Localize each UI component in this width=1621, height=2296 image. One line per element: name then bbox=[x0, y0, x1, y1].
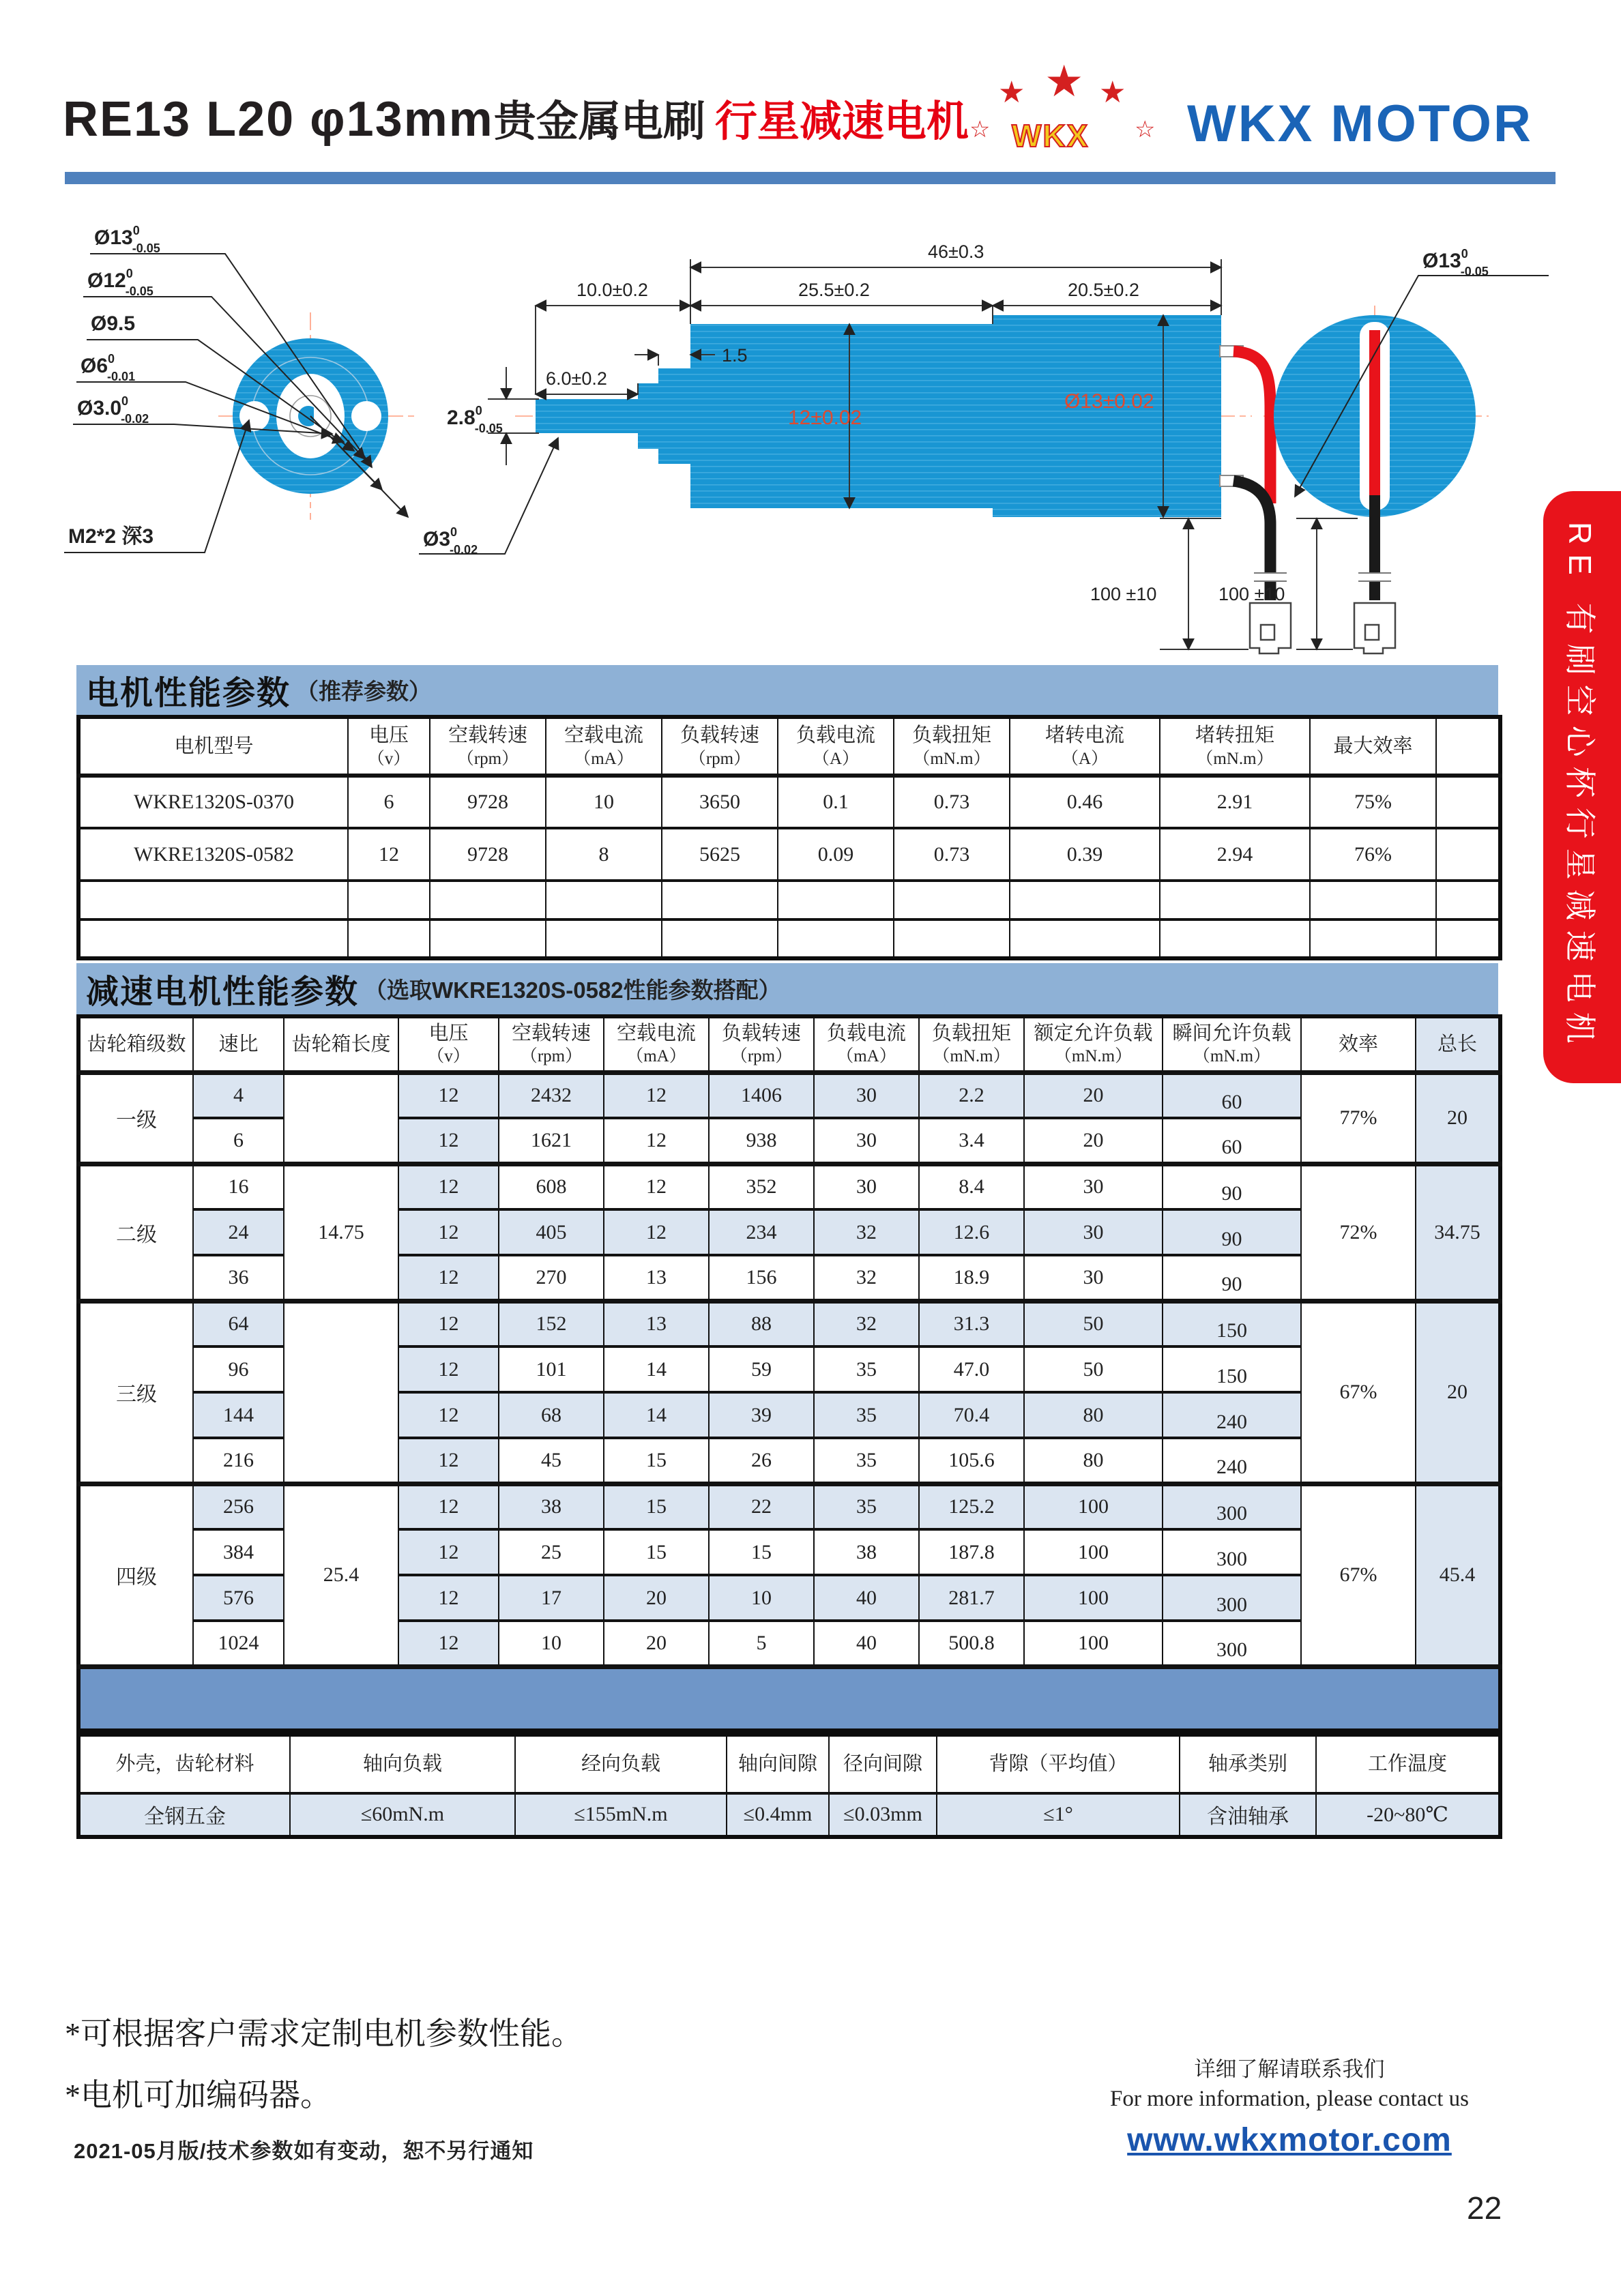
spec-tables bbox=[76, 665, 1498, 1839]
cell: 0.73 bbox=[894, 776, 1010, 828]
cell: 15 bbox=[709, 1529, 814, 1575]
dim-label: M2*2 深3 bbox=[68, 525, 154, 548]
cell: 全钢五金 bbox=[78, 1793, 290, 1837]
col-header: 空载转速 （rpm） bbox=[430, 717, 546, 776]
cell-ratio: 4 bbox=[193, 1072, 284, 1118]
cell: 32 bbox=[814, 1255, 919, 1301]
cell: 25 bbox=[499, 1529, 604, 1575]
dim-label: $Ø13^0$ -0.05 bbox=[94, 224, 160, 255]
cell: 234 bbox=[709, 1209, 814, 1255]
dim-shaft-length: 10.0±0.2 bbox=[576, 280, 648, 300]
cell: 10 bbox=[546, 776, 662, 828]
col-header: 总长 bbox=[1416, 1016, 1500, 1072]
cell: 68 bbox=[499, 1392, 604, 1438]
star-icon: ☆ bbox=[1135, 117, 1156, 143]
dim-label: $Ø6^0$ -0.01 bbox=[81, 352, 136, 383]
cell: 47.0 bbox=[919, 1346, 1024, 1392]
cell: 100 bbox=[1024, 1484, 1163, 1529]
cell: 6 bbox=[348, 776, 430, 828]
cell-gearbox-length bbox=[284, 1301, 398, 1484]
table-divider-band bbox=[78, 1666, 1500, 1731]
col-header: 空载转速 （rpm） bbox=[499, 1016, 604, 1072]
cell: 12 bbox=[398, 1164, 499, 1209]
cell: ≤1° bbox=[937, 1793, 1180, 1837]
table2-title: 减速电机性能参数 bbox=[86, 974, 360, 1010]
star-icon: ★ bbox=[1099, 76, 1126, 109]
cell: 0.09 bbox=[778, 828, 894, 881]
col-header: 经向负载 bbox=[515, 1735, 727, 1793]
cell-stage: 二级 bbox=[78, 1164, 193, 1301]
cell: 含油轴承 bbox=[1180, 1793, 1316, 1837]
cell: 3650 bbox=[662, 776, 778, 828]
col-header: 电压 （v） bbox=[348, 717, 430, 776]
cell: 12 bbox=[398, 1529, 499, 1575]
cell: 35 bbox=[814, 1484, 919, 1529]
cell: 40 bbox=[814, 1621, 919, 1666]
cell-stage: 三级 bbox=[78, 1301, 193, 1484]
cell: 2432 bbox=[499, 1072, 604, 1118]
cell: 12 bbox=[398, 1301, 499, 1346]
cell-empty bbox=[1436, 776, 1500, 828]
dim-motor-dia: Ø13±0.02 bbox=[1064, 390, 1154, 413]
cell: 70.4 bbox=[919, 1392, 1024, 1438]
cell: 5625 bbox=[662, 828, 778, 881]
cell: 8 bbox=[546, 828, 662, 881]
col-header: 背隙（平均值） bbox=[937, 1735, 1180, 1793]
cell-stage: 一级 bbox=[78, 1072, 193, 1164]
cell: 26 bbox=[709, 1438, 814, 1484]
cell: 40 bbox=[814, 1575, 919, 1621]
cell: 20 bbox=[604, 1575, 709, 1621]
cell: 300 bbox=[1163, 1575, 1301, 1621]
cell: 30 bbox=[1024, 1209, 1163, 1255]
dim-front-step: 1.5 bbox=[722, 345, 748, 366]
table-header-row bbox=[78, 1016, 1500, 1072]
contact-block bbox=[1064, 2052, 1515, 2159]
dim-label: $Ø3.0^0$ -0.02 bbox=[77, 394, 149, 426]
cell-total-length: 20 bbox=[1416, 1301, 1500, 1484]
black-wire bbox=[1233, 481, 1270, 600]
contact-en: For more information, please contact us bbox=[1109, 2087, 1470, 2111]
cell: 100 bbox=[1024, 1621, 1163, 1666]
col-header: 负载扭矩 （mN.m） bbox=[894, 717, 1010, 776]
col-header: 负载电流 （mA） bbox=[814, 1016, 919, 1072]
cell: 20 bbox=[604, 1621, 709, 1666]
cell: 20 bbox=[1024, 1072, 1163, 1118]
col-header: 电机型号 bbox=[78, 717, 348, 776]
cell: 240 bbox=[1163, 1392, 1301, 1438]
cell-ratio: 64 bbox=[193, 1301, 284, 1346]
cell: 2.2 bbox=[919, 1072, 1024, 1118]
col-header: 轴承类别 bbox=[1180, 1735, 1316, 1793]
logo-text: WKX bbox=[1012, 118, 1090, 153]
table-row bbox=[78, 1301, 1500, 1346]
title-red: 行星减速电机 bbox=[714, 98, 969, 145]
cell: 50 bbox=[1024, 1346, 1163, 1392]
cell: 38 bbox=[814, 1529, 919, 1575]
cell: 30 bbox=[1024, 1255, 1163, 1301]
page-title bbox=[63, 87, 969, 148]
star-icon: ☆ bbox=[969, 117, 991, 143]
note-custom-params: *可根据客户需求定制电机参数性能。 bbox=[65, 2016, 583, 2051]
cell: 12 bbox=[398, 1392, 499, 1438]
cell: 39 bbox=[709, 1392, 814, 1438]
cell: 9728 bbox=[430, 776, 546, 828]
wkx-logo bbox=[965, 57, 1170, 176]
star-icon: ★ bbox=[1045, 57, 1084, 106]
dim-step-dia: $2.8^0$ -0.05 bbox=[447, 404, 503, 435]
col-header: 速比 bbox=[193, 1016, 284, 1072]
cell: 1621 bbox=[499, 1118, 604, 1164]
cell-ratio: 144 bbox=[193, 1392, 284, 1438]
cell-ratio: 16 bbox=[193, 1164, 284, 1209]
cell-model: WKRE1320S-0370 bbox=[78, 776, 348, 828]
header-rule bbox=[65, 172, 1556, 184]
dim-rear-dia: $Ø13^0$ -0.05 bbox=[1422, 247, 1489, 278]
cell: ≤60mN.m bbox=[290, 1793, 515, 1837]
cell-stage: 四级 bbox=[78, 1484, 193, 1666]
cell: 156 bbox=[709, 1255, 814, 1301]
connector-plug bbox=[1354, 603, 1395, 653]
cell: 76% bbox=[1310, 828, 1436, 881]
col-header: 最大效率 bbox=[1310, 717, 1436, 776]
cell: 12 bbox=[604, 1072, 709, 1118]
cell: 0.46 bbox=[1010, 776, 1160, 828]
cell: 2.94 bbox=[1160, 828, 1310, 881]
cell-ratio: 1024 bbox=[193, 1621, 284, 1666]
cell: 12 bbox=[604, 1118, 709, 1164]
cell: 12 bbox=[398, 1072, 499, 1118]
table1-title: 电机性能参数 bbox=[86, 675, 291, 711]
model-title: RE13 L20 φ13mm bbox=[63, 92, 494, 147]
cell: 12 bbox=[398, 1255, 499, 1301]
cell: 90 bbox=[1163, 1164, 1301, 1209]
cell: 12 bbox=[604, 1164, 709, 1209]
cell-gearbox-length: 25.4 bbox=[284, 1484, 398, 1666]
cell: ≤155mN.m bbox=[515, 1793, 727, 1837]
cell: 90 bbox=[1163, 1209, 1301, 1255]
cell: 15 bbox=[604, 1529, 709, 1575]
contact-cn: 详细了解请联系我们 bbox=[1194, 2057, 1385, 2081]
cell: 125.2 bbox=[919, 1484, 1024, 1529]
col-header: 效率 bbox=[1301, 1016, 1416, 1072]
cell: 13 bbox=[604, 1301, 709, 1346]
table1-subtitle: （推荐参数） bbox=[296, 679, 432, 704]
cell: 152 bbox=[499, 1301, 604, 1346]
cell: 105.6 bbox=[919, 1438, 1024, 1484]
cell: 8.4 bbox=[919, 1164, 1024, 1209]
motor-performance-table bbox=[76, 715, 1502, 960]
cell: 12 bbox=[398, 1438, 499, 1484]
cell-ratio: 576 bbox=[193, 1575, 284, 1621]
dim-motor-length: 20.5±0.2 bbox=[1068, 280, 1139, 300]
col-header: 电压 （v） bbox=[398, 1016, 499, 1072]
cell: 32 bbox=[814, 1301, 919, 1346]
col-header: 外壳，齿轮材料 bbox=[78, 1735, 290, 1793]
table-header-row bbox=[78, 1735, 1500, 1793]
col-header-empty bbox=[1436, 717, 1500, 776]
technical-drawing bbox=[0, 191, 1621, 668]
cell: 60 bbox=[1163, 1118, 1301, 1164]
cell-gearbox-length bbox=[284, 1072, 398, 1164]
cell: 12 bbox=[398, 1118, 499, 1164]
cell: 13 bbox=[604, 1255, 709, 1301]
table-row bbox=[78, 776, 1500, 828]
cell-model: WKRE1320S-0582 bbox=[78, 828, 348, 881]
cell: 80 bbox=[1024, 1392, 1163, 1438]
cell: 608 bbox=[499, 1164, 604, 1209]
table-row bbox=[78, 1072, 1500, 1118]
cell: 14 bbox=[604, 1392, 709, 1438]
cell: ≤0.03mm bbox=[829, 1793, 937, 1837]
cell: 150 bbox=[1163, 1346, 1301, 1392]
cell: 5 bbox=[709, 1621, 814, 1666]
cell: 500.8 bbox=[919, 1621, 1024, 1666]
dim-wire-length-2: 100 ±10 bbox=[1218, 584, 1285, 604]
page-number: 22 bbox=[1467, 2190, 1502, 2226]
table-row bbox=[78, 1793, 1500, 1837]
cell: 12 bbox=[348, 828, 430, 881]
cell: 88 bbox=[709, 1301, 814, 1346]
cell: 10 bbox=[709, 1575, 814, 1621]
note-encoder: *电机可加编码器。 bbox=[65, 2078, 332, 2113]
cell: -20~80℃ bbox=[1316, 1793, 1500, 1837]
empty-row bbox=[78, 919, 1500, 958]
cell: 281.7 bbox=[919, 1575, 1024, 1621]
cell: 100 bbox=[1024, 1575, 1163, 1621]
empty-row bbox=[78, 881, 1500, 919]
cell-efficiency: 77% bbox=[1301, 1072, 1416, 1164]
cell-total-length: 34.75 bbox=[1416, 1164, 1500, 1301]
col-header: 堵转扭矩 （mN.m） bbox=[1160, 717, 1310, 776]
dim-overall: 46±0.3 bbox=[928, 241, 984, 262]
col-header: 空载电流 （mA） bbox=[604, 1016, 709, 1072]
cell: 300 bbox=[1163, 1529, 1301, 1575]
table1-title-band bbox=[76, 665, 1498, 715]
cell: 240 bbox=[1163, 1438, 1301, 1484]
cell-ratio: 384 bbox=[193, 1529, 284, 1575]
cell: 10 bbox=[499, 1621, 604, 1666]
cell: 31.3 bbox=[919, 1301, 1024, 1346]
cell: 35 bbox=[814, 1392, 919, 1438]
col-header: 轴向负载 bbox=[290, 1735, 515, 1793]
cell: 45 bbox=[499, 1438, 604, 1484]
col-header: 齿轮箱级数 bbox=[78, 1016, 193, 1072]
cell: 35 bbox=[814, 1438, 919, 1484]
dim-shaft-front: 6.0±0.2 bbox=[546, 368, 607, 389]
cell: 30 bbox=[814, 1164, 919, 1209]
dim-gearbox-length: 25.5±0.2 bbox=[798, 280, 870, 300]
cell-efficiency: 72% bbox=[1301, 1164, 1416, 1301]
cell: 187.8 bbox=[919, 1529, 1024, 1575]
cell: 12 bbox=[398, 1575, 499, 1621]
cell: 15 bbox=[604, 1484, 709, 1529]
cell: 38 bbox=[499, 1484, 604, 1529]
cell: 30 bbox=[1024, 1164, 1163, 1209]
table2-title-band bbox=[76, 963, 1498, 1014]
cell: 30 bbox=[814, 1118, 919, 1164]
star-icon: ★ bbox=[998, 76, 1025, 109]
col-header: 堵转电流 （A） bbox=[1010, 717, 1160, 776]
col-header: 空载电流 （mA） bbox=[546, 717, 662, 776]
cell: 12 bbox=[398, 1346, 499, 1392]
cell: 80 bbox=[1024, 1438, 1163, 1484]
cell: 0.1 bbox=[778, 776, 894, 828]
cell: 14 bbox=[604, 1346, 709, 1392]
cell: 20 bbox=[1024, 1118, 1163, 1164]
cell: 12 bbox=[604, 1209, 709, 1255]
cell: 50 bbox=[1024, 1301, 1163, 1346]
cell: 32 bbox=[814, 1209, 919, 1255]
table-row bbox=[78, 828, 1500, 881]
cell: 12.6 bbox=[919, 1209, 1024, 1255]
cell-ratio: 96 bbox=[193, 1346, 284, 1392]
dim-gear-dia: 12±0.02 bbox=[788, 407, 862, 429]
table2-subtitle: （选取WKRE1320S-0582性能参数搭配） bbox=[364, 977, 781, 1003]
cell: 15 bbox=[604, 1438, 709, 1484]
cell: 60 bbox=[1163, 1072, 1301, 1118]
cell-ratio: 256 bbox=[193, 1484, 284, 1529]
dim-label: $Ø3^0$ -0.02 bbox=[423, 525, 478, 557]
dim-label: $Ø12^0$ -0.05 bbox=[87, 267, 154, 298]
col-header: 轴向间隙 bbox=[727, 1735, 829, 1793]
table-row bbox=[78, 1164, 1500, 1209]
gearmotor-performance-table bbox=[76, 1014, 1502, 1733]
cell: 3.4 bbox=[919, 1118, 1024, 1164]
mechanical-spec-table bbox=[76, 1733, 1502, 1839]
cell: 100 bbox=[1024, 1529, 1163, 1575]
connector-plug bbox=[1250, 603, 1291, 653]
cell: 300 bbox=[1163, 1621, 1301, 1666]
cell: 300 bbox=[1163, 1484, 1301, 1529]
dim-wire-length-1: 100 ±10 bbox=[1090, 584, 1157, 604]
cell: 35 bbox=[814, 1346, 919, 1392]
cell-empty bbox=[1436, 828, 1500, 881]
side-view bbox=[536, 315, 1291, 653]
cell-gearbox-length: 14.75 bbox=[284, 1164, 398, 1301]
col-header: 齿轮箱长度 bbox=[284, 1016, 398, 1072]
cell-ratio: 216 bbox=[193, 1438, 284, 1484]
cell-total-length: 45.4 bbox=[1416, 1484, 1500, 1666]
cell: 75% bbox=[1310, 776, 1436, 828]
cell: 352 bbox=[709, 1164, 814, 1209]
website-link[interactable]: www.wkxmotor.com bbox=[1127, 2122, 1452, 2158]
cell: 101 bbox=[499, 1346, 604, 1392]
cell: 30 bbox=[814, 1072, 919, 1118]
cell-efficiency: 67% bbox=[1301, 1301, 1416, 1484]
col-header: 瞬间允许负载 （mN.m） bbox=[1163, 1016, 1301, 1072]
col-header: 负载转速 （rpm） bbox=[709, 1016, 814, 1072]
table-row bbox=[78, 1484, 1500, 1529]
dim-label: Ø9.5 bbox=[91, 312, 136, 335]
cell: 17 bbox=[499, 1575, 604, 1621]
col-header: 径向间隙 bbox=[829, 1735, 937, 1793]
cell-ratio: 36 bbox=[193, 1255, 284, 1301]
cell: 12 bbox=[398, 1621, 499, 1666]
cell: 0.73 bbox=[894, 828, 1010, 881]
col-header: 负载电流 （A） bbox=[778, 717, 894, 776]
cell: 59 bbox=[709, 1346, 814, 1392]
cell: 90 bbox=[1163, 1255, 1301, 1301]
cell: 12 bbox=[398, 1484, 499, 1529]
col-header: 负载扭矩 （mN.m） bbox=[919, 1016, 1024, 1072]
cell: 18.9 bbox=[919, 1255, 1024, 1301]
cell: 9728 bbox=[430, 828, 546, 881]
cell: 2.91 bbox=[1160, 776, 1310, 828]
cell-ratio: 6 bbox=[193, 1118, 284, 1164]
cell-ratio: 24 bbox=[193, 1209, 284, 1255]
cell: ≤0.4mm bbox=[727, 1793, 829, 1837]
cell-efficiency: 67% bbox=[1301, 1484, 1416, 1666]
cell: 150 bbox=[1163, 1301, 1301, 1346]
col-header: 工作温度 bbox=[1316, 1735, 1500, 1793]
col-header: 负载转速 （rpm） bbox=[662, 717, 778, 776]
cell: 405 bbox=[499, 1209, 604, 1255]
title-black: 贵金属电刷 bbox=[493, 98, 705, 145]
side-tab-label: RE 有刷空心杯行星减速电机 bbox=[1562, 521, 1598, 1053]
cell: 0.39 bbox=[1010, 828, 1160, 881]
version-note: 2021-05月版/技术参数如有变动，恕不另行通知 bbox=[74, 2139, 534, 2163]
table-header-row bbox=[78, 717, 1500, 776]
cell: 270 bbox=[499, 1255, 604, 1301]
brand-name: WKX MOTOR bbox=[1187, 95, 1533, 153]
cell: 12 bbox=[398, 1209, 499, 1255]
cell: 1406 bbox=[709, 1072, 814, 1118]
cell: 938 bbox=[709, 1118, 814, 1164]
cell-total-length: 20 bbox=[1416, 1072, 1500, 1164]
col-header: 额定允许负载 （mN.m） bbox=[1024, 1016, 1163, 1072]
cell: 22 bbox=[709, 1484, 814, 1529]
